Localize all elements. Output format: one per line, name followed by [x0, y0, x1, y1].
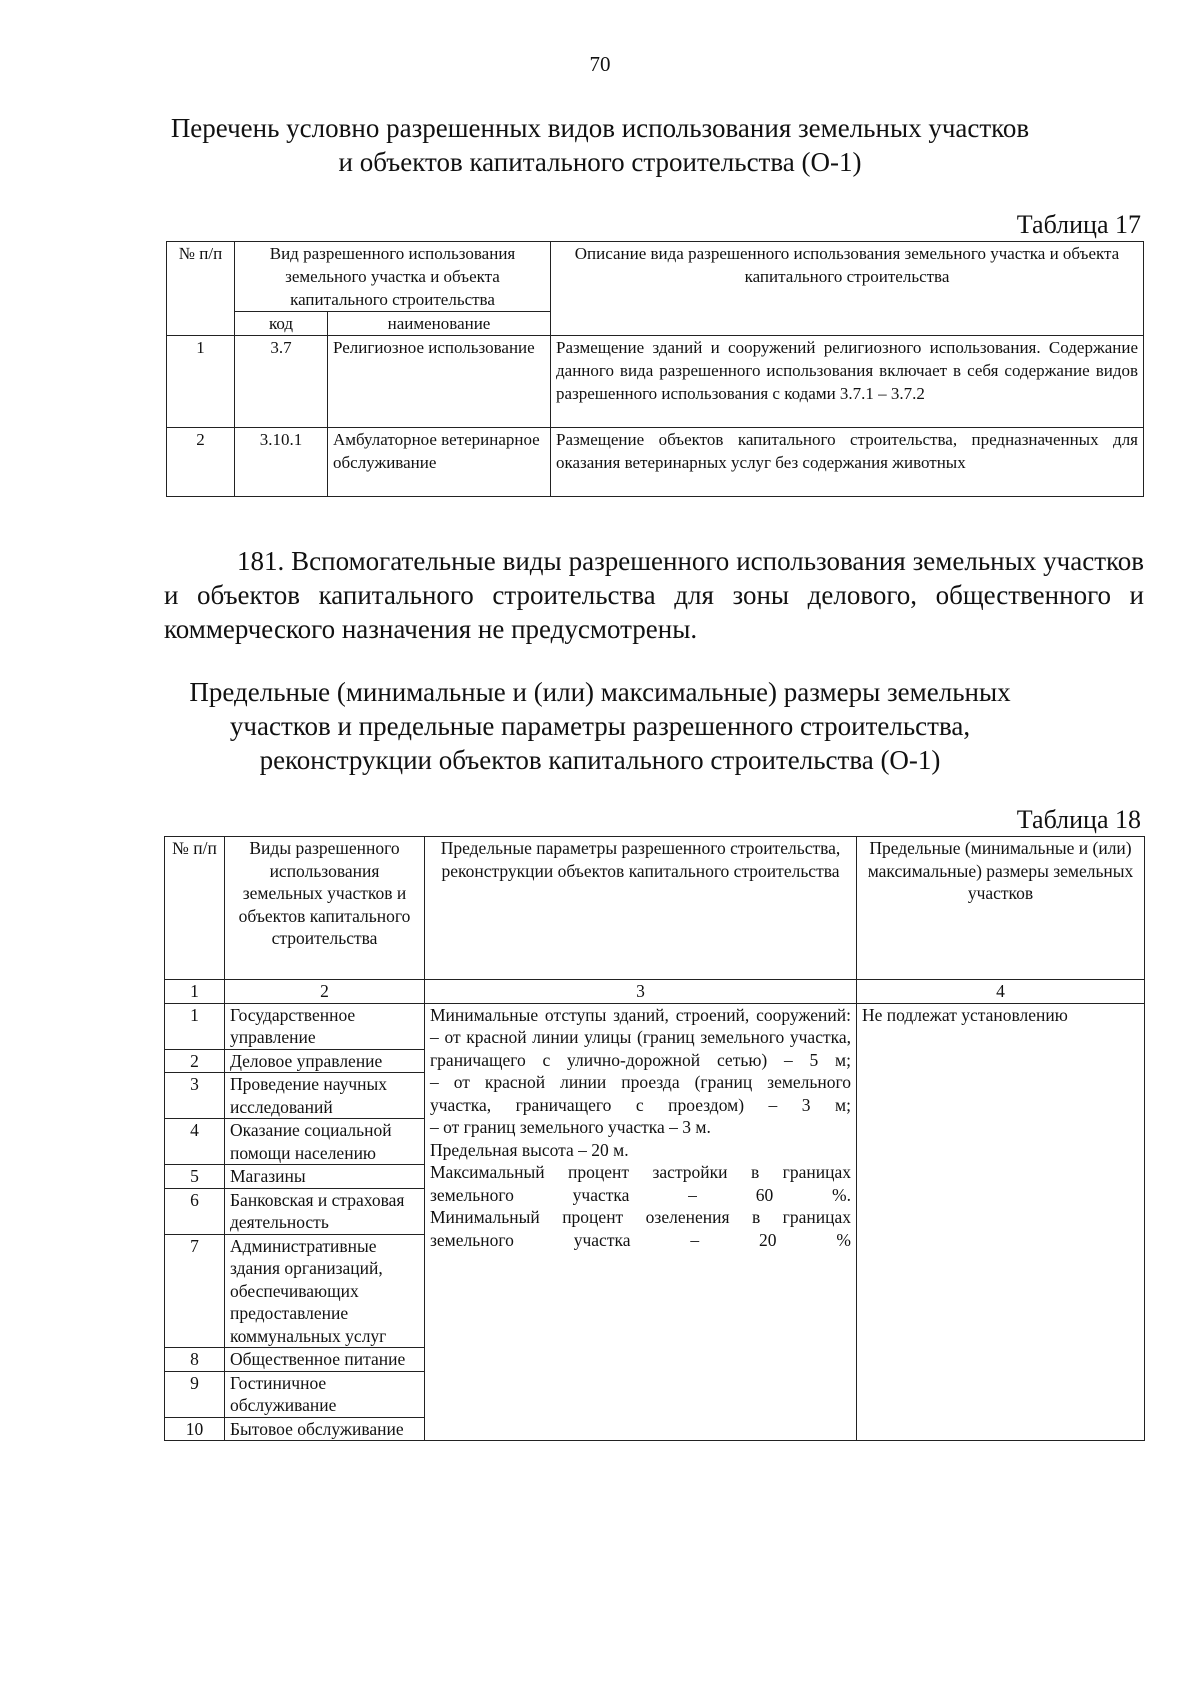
params-line: – от красной линии улицы (границ земельного участка, граничащего с улично-дорожной сетью) – 5 м;: [430, 1027, 851, 1070]
header-code: код: [235, 312, 328, 336]
row-num: 1: [165, 1003, 225, 1049]
row-num: 3: [165, 1073, 225, 1119]
heading-limit-parameters: [0, 675, 1200, 777]
row-name: Бытовое обслуживание: [225, 1417, 425, 1441]
row-name: Оказание социальной помощи населению: [225, 1119, 425, 1165]
row-num: 2: [167, 428, 235, 497]
table-18: [164, 836, 1145, 1441]
header-name: наименование: [328, 312, 551, 336]
row-num: 8: [165, 1348, 225, 1372]
header-sizes: Предельные (минимальные и (или) максимальные) размеры земельных участков: [857, 837, 1145, 980]
row-name: Амбулаторное ветеринарное обслуживание: [328, 428, 551, 497]
row-name: Гостиничное обслуживание: [225, 1371, 425, 1417]
row-code: 3.7: [235, 336, 328, 428]
heading-line: участков и предельные параметры разрешенного строительства,: [229, 711, 971, 741]
row-name: Деловое управление: [225, 1049, 425, 1073]
params-line: Максимальный процент застройки в границах земельного участка – 60 %.: [430, 1162, 851, 1205]
page-number: 70: [589, 52, 611, 76]
row-description: Размещение зданий и сооружений религиозного использования. Содержание данного вида разрешенного использования включает в себя содержание видов разрешенного использования с кодами 3.7.1 – 3.7.2: [551, 336, 1144, 428]
row-code: 3.10.1: [235, 428, 328, 497]
row-name: Административные здания организаций, обеспечивающих предоставление коммунальных услуг: [225, 1234, 425, 1348]
table-row: [167, 428, 1144, 497]
column-number: 3: [425, 980, 857, 1004]
header-kind: Вид разрешенного использования земельного участка и объекта капитального строительства: [235, 242, 551, 312]
table-row: [165, 1003, 1145, 1049]
row-num: 10: [165, 1417, 225, 1441]
heading-conditional-uses: [0, 111, 1200, 179]
params-line: Минимальный процент озеленения в границах земельного участка – 20 %: [430, 1207, 851, 1250]
row-num: 1: [167, 336, 235, 428]
row-num: 4: [165, 1119, 225, 1165]
row-name: Проведение научных исследований: [225, 1073, 425, 1119]
paragraph-181: [164, 544, 1144, 646]
row-num: 7: [165, 1234, 225, 1348]
row-name: Религиозное использование: [328, 336, 551, 428]
row-num: 6: [165, 1188, 225, 1234]
params-line: Минимальные отступы зданий, строений, сооружений:: [430, 1004, 851, 1025]
heading-line: реконструкции объектов капитального строительства (О-1): [259, 745, 941, 775]
row-name: Государственное управление: [225, 1003, 425, 1049]
header-description: Описание вида разрешенного использования земельного участка и объекта капитального строительства: [551, 242, 1144, 336]
params-cell: [425, 1003, 857, 1441]
header-num: № п/п: [165, 837, 225, 980]
params-line: – от границ земельного участка – 3 м.: [430, 1117, 711, 1137]
row-num: 5: [165, 1165, 225, 1189]
heading-line: Предельные (минимальные и (или) максимальные) размеры земельных: [189, 677, 1011, 707]
row-description: Размещение объектов капитального строительства, предназначенных для оказания ветеринарных услуг без содержания животных: [551, 428, 1144, 497]
table-17: [166, 241, 1144, 497]
row-name: Общественное питание: [225, 1348, 425, 1372]
params-line: – от красной линии проезда (границ земельного участка, граничащего с проездом) – 3 м;: [430, 1072, 851, 1115]
paragraph-text: 181. Вспомогательные виды разрешенного использования земельных участков и объектов капитального строительства для зоны делового, общественного и коммерческого назначения не предусмотрены.: [164, 546, 1144, 644]
heading-line: Перечень условно разрешенных видов использования земельных участков: [170, 113, 1030, 143]
column-number: 4: [857, 980, 1145, 1004]
column-number: 1: [165, 980, 225, 1004]
header-params: Предельные параметры разрешенного строительства, реконструкции объектов капитального строительства: [425, 837, 857, 980]
table-row: [167, 336, 1144, 428]
row-name: Банковская и страховая деятельность: [225, 1188, 425, 1234]
row-num: 2: [165, 1049, 225, 1073]
row-num: 9: [165, 1371, 225, 1417]
sizes-cell: Не подлежат установлению: [857, 1003, 1145, 1441]
row-name: Магазины: [225, 1165, 425, 1189]
heading-line: и объектов капитального строительства (О-1): [338, 147, 862, 177]
table-18-caption: Таблица 18: [1016, 805, 1141, 834]
header-kinds: Виды разрешенного использования земельных участков и объектов капитального строительства: [225, 837, 425, 980]
column-number: 2: [225, 980, 425, 1004]
table-17-caption: Таблица 17: [1016, 210, 1141, 239]
params-line: Предельная высота – 20 м.: [430, 1139, 629, 1160]
header-num: № п/п: [167, 242, 235, 336]
